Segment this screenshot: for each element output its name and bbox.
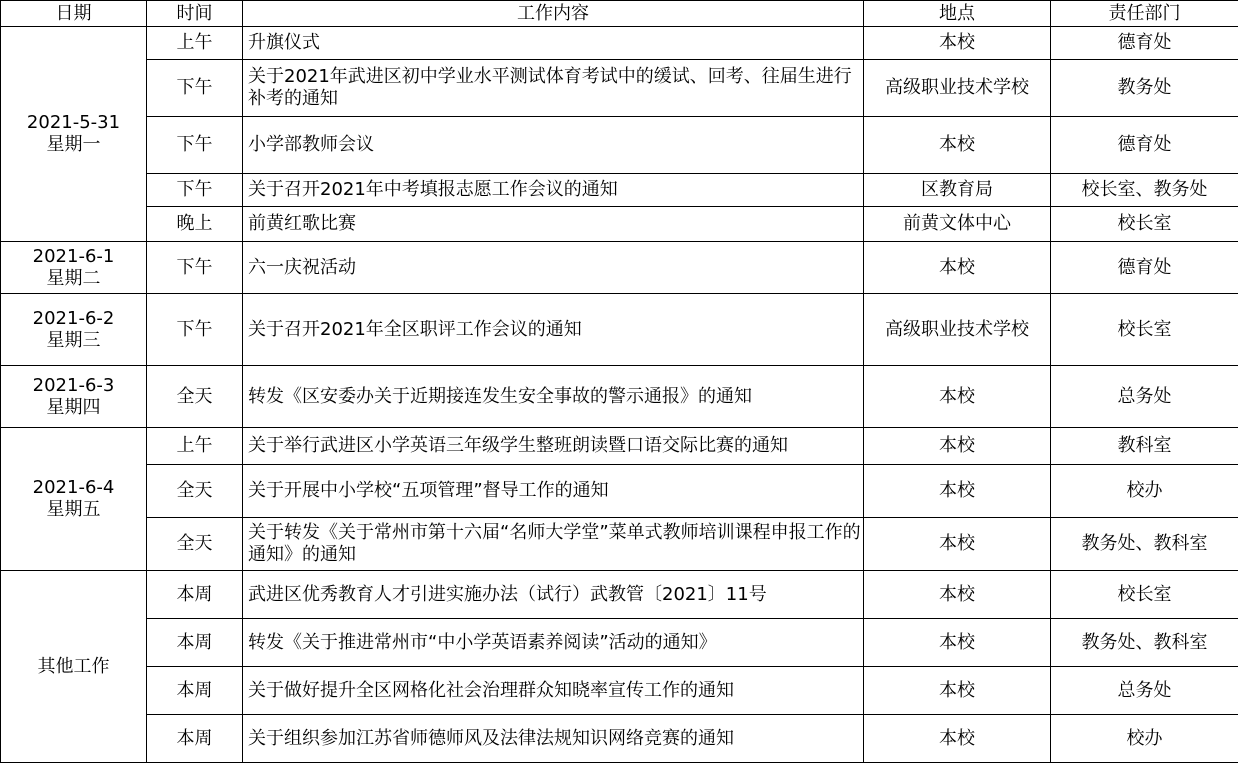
- table-row: [1, 207, 1238, 242]
- time-cell: 下午: [147, 294, 243, 366]
- department-cell: 校长室、教务处: [1051, 174, 1238, 207]
- department-cell: 教务处、教科室: [1051, 518, 1238, 571]
- time-cell: 本周: [147, 715, 243, 763]
- weekday-text: 星期二: [46, 267, 101, 289]
- time-cell: 上午: [147, 27, 243, 60]
- department-cell: 校长室: [1051, 294, 1238, 366]
- table-row: [1, 27, 1238, 60]
- content-cell: 关于2021年武进区初中学业水平测试体育考试中的缓试、回考、往届生进行补考的通知: [243, 60, 864, 117]
- date-text: 其他工作: [37, 655, 110, 677]
- time-cell: 下午: [147, 60, 243, 117]
- location-cell: 区教育局: [864, 174, 1051, 207]
- date-text: 2021-6-4: [32, 477, 115, 498]
- location-cell: 本校: [864, 715, 1051, 763]
- content-cell: 转发《关于推进常州市“中小学英语素养阅读”活动的通知》: [243, 619, 864, 667]
- content-cell: 六一庆祝活动: [243, 242, 864, 294]
- time-cell: 下午: [147, 174, 243, 207]
- table-row: [1, 619, 1238, 667]
- header-date: 日期: [1, 1, 147, 27]
- date-cell: [1, 294, 147, 366]
- location-cell: 本校: [864, 117, 1051, 174]
- date-text: 2021-5-31: [26, 112, 121, 133]
- content-cell: 升旗仪式: [243, 27, 864, 60]
- table-row: [1, 242, 1238, 294]
- department-cell: 教科室: [1051, 428, 1238, 465]
- weekday-text: 星期四: [46, 396, 101, 418]
- date-text: 2021-6-2: [32, 307, 115, 329]
- location-cell: 本校: [864, 571, 1051, 619]
- weekday-text: 星期一: [46, 134, 101, 155]
- content-cell: 关于转发《关于常州市第十六届“名师大学堂”菜单式教师培训课程申报工作的通知》的通知: [243, 518, 864, 571]
- time-cell: 下午: [147, 242, 243, 294]
- content-cell: 前黄红歌比赛: [243, 207, 864, 242]
- location-cell: 本校: [864, 27, 1051, 60]
- schedule-body: [1, 27, 1238, 763]
- header-department: 责任部门: [1051, 1, 1238, 27]
- table-row: [1, 715, 1238, 763]
- location-cell: 高级职业技术学校: [864, 60, 1051, 117]
- time-cell: 上午: [147, 428, 243, 465]
- table-row: [1, 428, 1238, 465]
- time-cell: 全天: [147, 366, 243, 428]
- location-cell: 本校: [864, 465, 1051, 518]
- department-cell: 德育处: [1051, 27, 1238, 60]
- date-text: 2021-6-1: [32, 245, 115, 267]
- date-text: 2021-6-3: [32, 374, 115, 396]
- department-cell: 校办: [1051, 715, 1238, 763]
- header-row: [1, 1, 1238, 27]
- weekday-text: 星期三: [46, 329, 101, 351]
- time-cell: 本周: [147, 667, 243, 715]
- location-cell: 前黄文体中心: [864, 207, 1051, 242]
- location-cell: 本校: [864, 667, 1051, 715]
- content-cell: 关于举行武进区小学英语三年级学生整班朗读暨口语交际比赛的通知: [243, 428, 864, 465]
- time-cell: 晚上: [147, 207, 243, 242]
- location-cell: 本校: [864, 366, 1051, 428]
- table-row: [1, 174, 1238, 207]
- department-cell: 教务处: [1051, 60, 1238, 117]
- weekday-text: 星期五: [46, 499, 101, 520]
- content-cell: 关于组织参加江苏省师德师风及法律法规知识网络竞赛的通知: [243, 715, 864, 763]
- header-location: 地点: [864, 1, 1051, 27]
- department-cell: 校长室: [1051, 571, 1238, 619]
- time-cell: 全天: [147, 465, 243, 518]
- date-cell: [1, 366, 147, 428]
- location-cell: 高级职业技术学校: [864, 294, 1051, 366]
- date-cell: [1, 242, 147, 294]
- date-cell: [1, 428, 147, 571]
- location-cell: 本校: [864, 242, 1051, 294]
- content-cell: 关于开展中小学校“五项管理”督导工作的通知: [243, 465, 864, 518]
- table-row: [1, 60, 1238, 117]
- table-row: [1, 667, 1238, 715]
- time-cell: 本周: [147, 571, 243, 619]
- department-cell: 教务处、教科室: [1051, 619, 1238, 667]
- table-row: [1, 571, 1238, 619]
- header-content: 工作内容: [243, 1, 864, 27]
- location-cell: 本校: [864, 619, 1051, 667]
- content-cell: 小学部教师会议: [243, 117, 864, 174]
- location-cell: 本校: [864, 428, 1051, 465]
- department-cell: 总务处: [1051, 366, 1238, 428]
- content-cell: 转发《区安委办关于近期接连发生安全事故的警示通报》的通知: [243, 366, 864, 428]
- header-time: 时间: [147, 1, 243, 27]
- table-row: [1, 294, 1238, 366]
- date-cell: [1, 27, 147, 242]
- table-row: [1, 465, 1238, 518]
- content-cell: 武进区优秀教育人才引进实施办法（试行）武教管〔2021〕11号: [243, 571, 864, 619]
- time-cell: 下午: [147, 117, 243, 174]
- department-cell: 总务处: [1051, 667, 1238, 715]
- time-cell: 本周: [147, 619, 243, 667]
- table-row: [1, 518, 1238, 571]
- department-cell: 德育处: [1051, 117, 1238, 174]
- content-cell: 关于召开2021年中考填报志愿工作会议的通知: [243, 174, 864, 207]
- department-cell: 校办: [1051, 465, 1238, 518]
- content-cell: 关于做好提升全区网格化社会治理群众知晓率宣传工作的通知: [243, 667, 864, 715]
- department-cell: 校长室: [1051, 207, 1238, 242]
- table-row: [1, 117, 1238, 174]
- date-cell: [1, 571, 147, 763]
- location-cell: 本校: [864, 518, 1051, 571]
- content-cell: 关于召开2021年全区职评工作会议的通知: [243, 294, 864, 366]
- department-cell: 德育处: [1051, 242, 1238, 294]
- table-row: [1, 366, 1238, 428]
- time-cell: 全天: [147, 518, 243, 571]
